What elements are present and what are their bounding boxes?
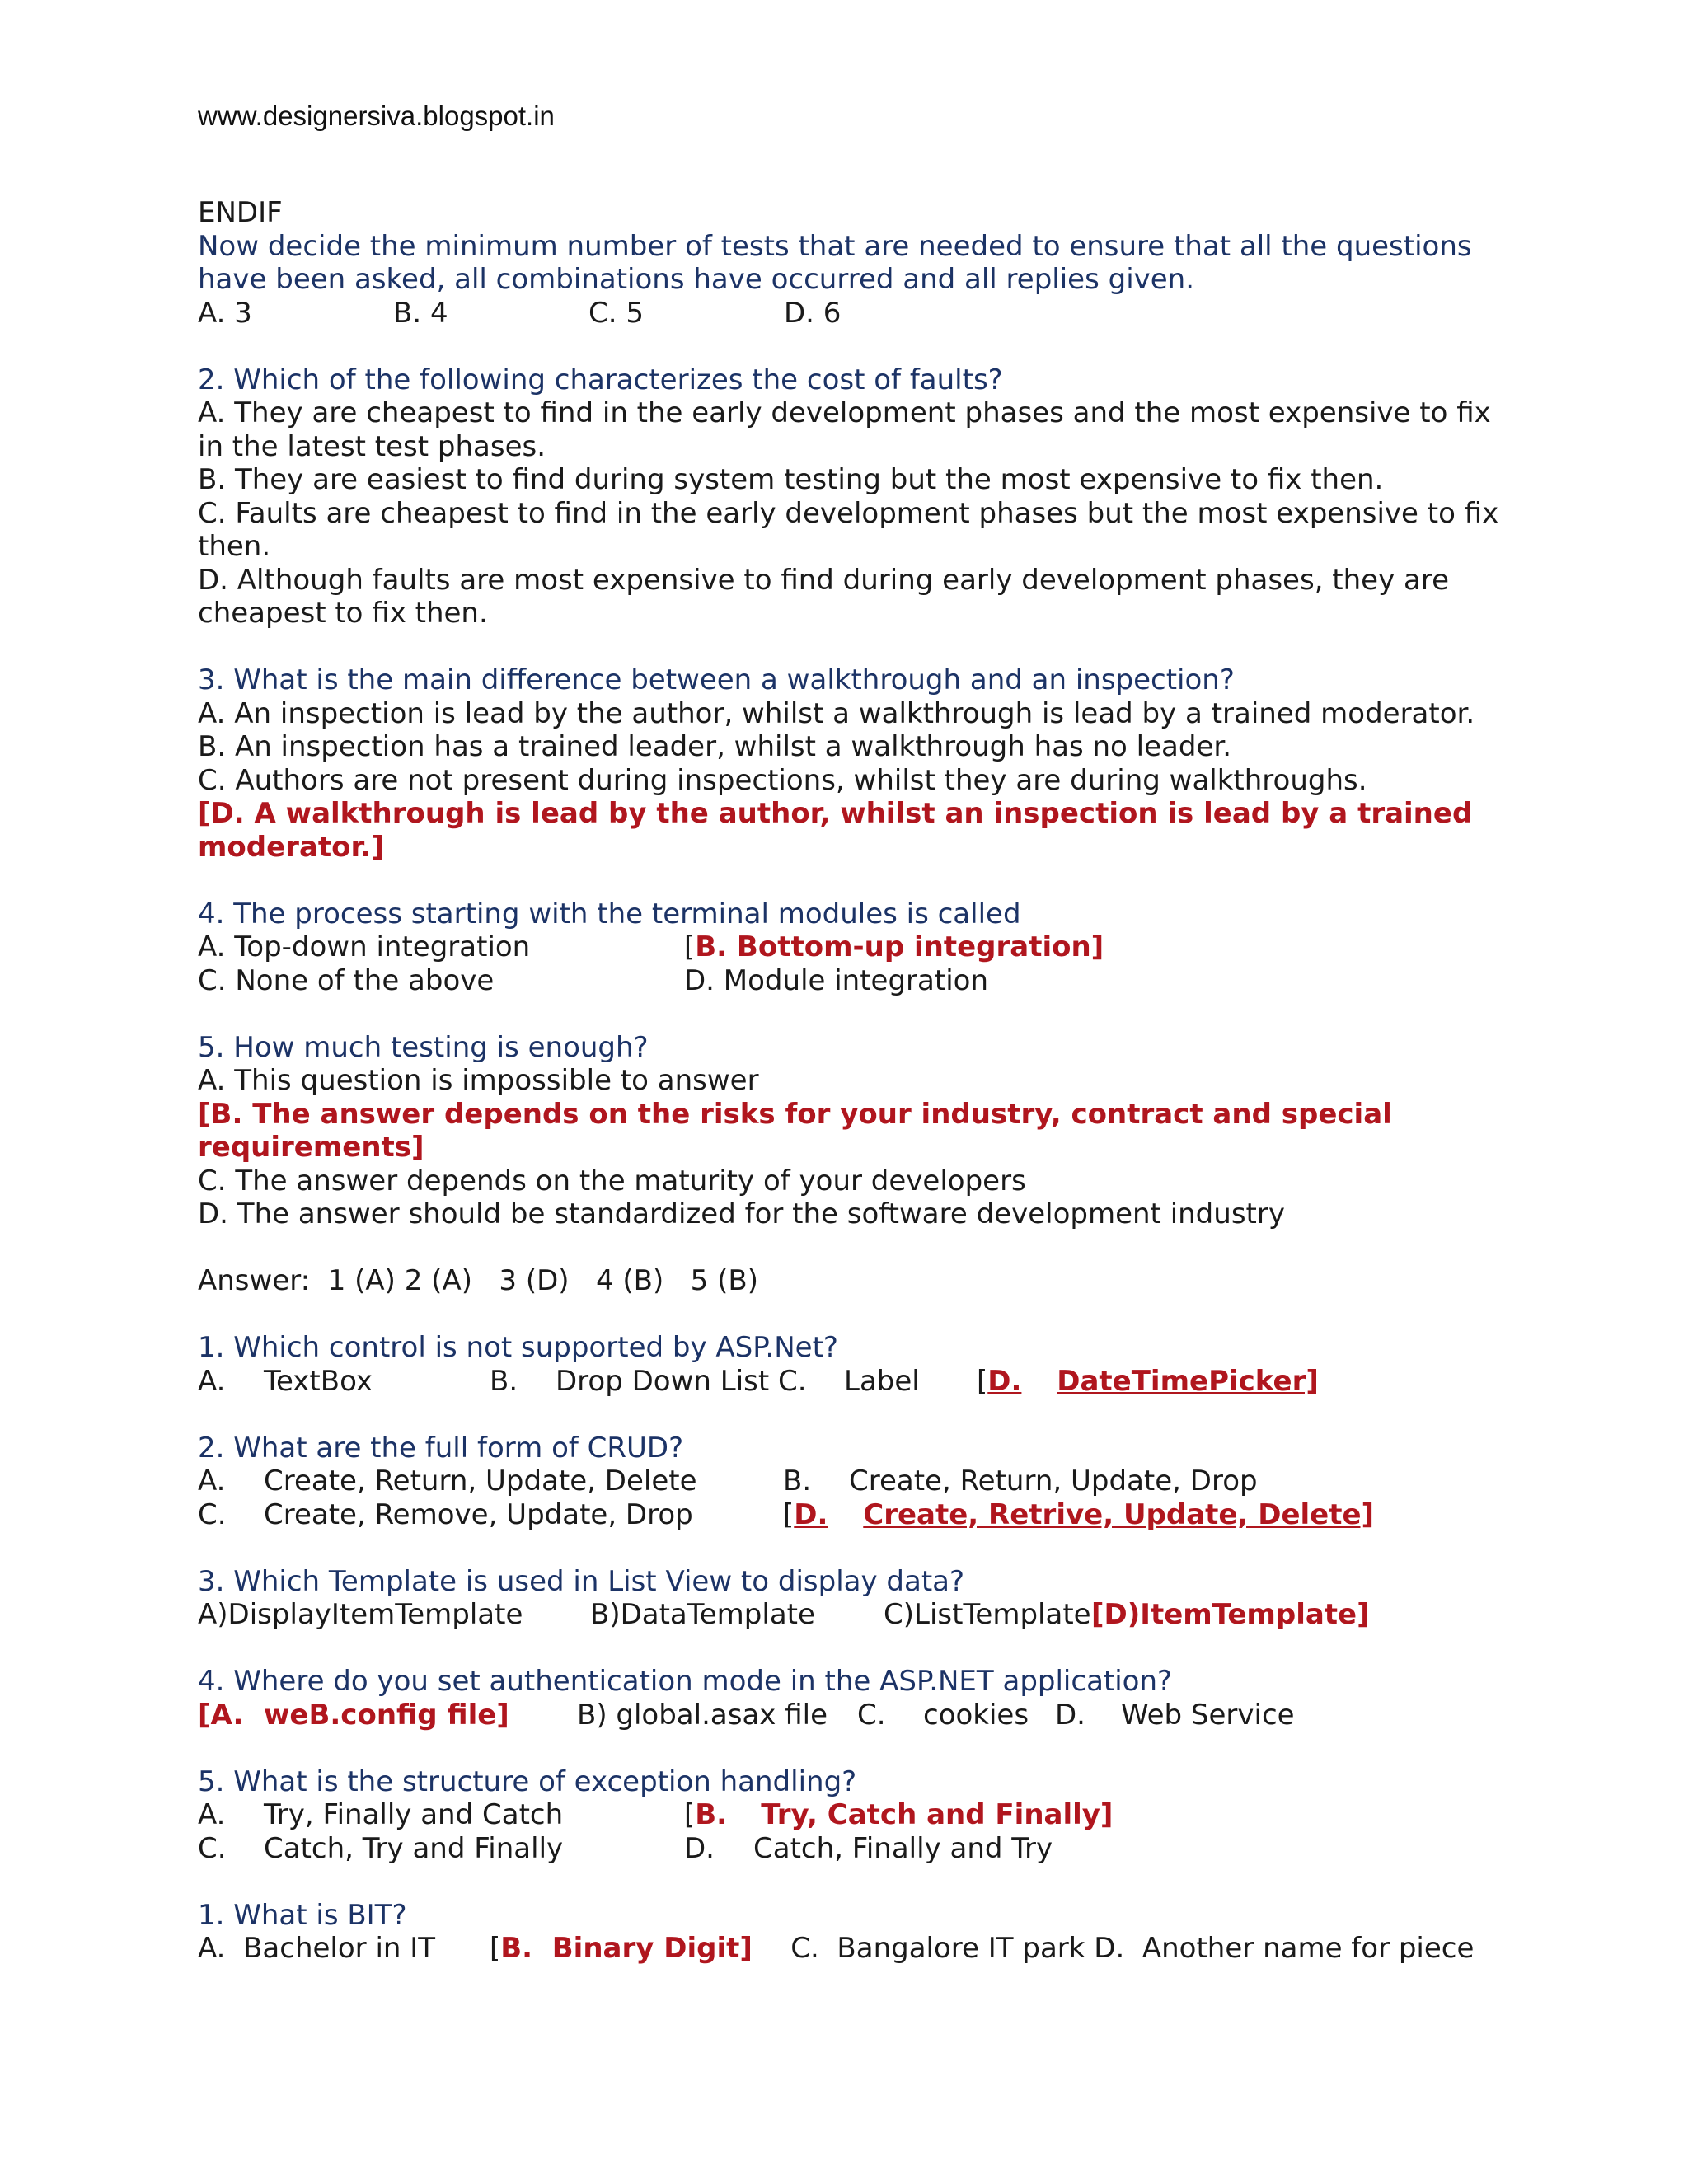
options-row (198, 1932, 1517, 1966)
option-c: C. 5 (588, 296, 644, 330)
option-a: Try, Finally and Catch (264, 1798, 564, 1831)
option-a: A. Bachelor in IT (198, 1932, 436, 1965)
correct-answer-letter: B. (695, 1798, 728, 1831)
question-text: 1. What is BIT? (198, 1898, 407, 1932)
question-text: 2. What are the full form of CRUD? (198, 1431, 684, 1465)
options-row (198, 964, 1517, 998)
answer-key: Answer: 1 (A) 2 (A) 3 (D) 4 (B) 5 (B) (198, 1264, 758, 1297)
question-text: 1. Which control is not supported by ASP.Net? (198, 1331, 838, 1364)
option-d-letter: D. (684, 1831, 715, 1865)
bracket: [ (490, 1932, 501, 1965)
options-row (198, 1832, 1517, 1866)
option-b-letter: B. (783, 1465, 812, 1497)
options-row (198, 1798, 1517, 1832)
option-d: D. Another name for piece (1094, 1932, 1475, 1965)
bracket: [ (684, 1798, 696, 1831)
option-b: B) global.asax file (577, 1698, 828, 1732)
correct-answer-letter: [A. (198, 1698, 244, 1732)
options-row (198, 1699, 1517, 1732)
correct-answer: B. Bottom-up integration] (695, 930, 1104, 963)
correct-answer-letter: D. (794, 1497, 828, 1531)
quiz-content (198, 196, 1517, 1966)
option-d: Catch, Finally and Try (753, 1831, 1053, 1865)
option-d: D. Module integration (684, 963, 989, 997)
option-d: Web Service (1121, 1698, 1295, 1732)
option-d-letter: D. (1055, 1698, 1085, 1732)
options-row (198, 1365, 1517, 1399)
options-row (198, 1465, 1517, 1498)
option-a: A. Top-down integration (198, 930, 531, 963)
correct-answer: B. Binary Digit] (500, 1932, 753, 1965)
option-a-letter: A. (198, 1798, 226, 1831)
option-c: C. Authors are not present during inspections, whilst they are during walkthroughs. (198, 763, 1367, 797)
question-text: 3. What is the main difference between a walkthrough and an inspection? (198, 663, 1235, 696)
option-a-letter: A. (198, 1364, 226, 1398)
option-a: A. 3 (198, 296, 252, 330)
option-c-letter: C. (857, 1698, 886, 1732)
option-c-letter: C. (778, 1364, 807, 1398)
options-row (198, 1498, 1517, 1532)
option-d: D. The answer should be standardized for the software development industry (198, 1197, 1285, 1230)
option-a: A. They are cheapest to find in the early development phases and the most expensive to fix in the latest test phases. (198, 396, 1491, 463)
option-c: C. None of the above (198, 963, 495, 997)
options-row (198, 1598, 1517, 1632)
option-a: TextBox (264, 1364, 373, 1398)
option-b: B. 4 (393, 296, 448, 330)
bracket: [ (783, 1497, 795, 1531)
option-c: Create, Remove, Update, Drop (264, 1497, 693, 1531)
correct-answer: [B. The answer depends on the risks for your industry, contract and special requirements] (198, 1097, 1392, 1164)
question-text: 4. The process starting with the terminal modules is called (198, 897, 1021, 930)
bracket: [ (977, 1364, 988, 1398)
question-text: 5. What is the structure of exception handling? (198, 1765, 857, 1798)
question-text: 5. How much testing is enough? (198, 1030, 649, 1064)
option-a: A. This question is impossible to answer (198, 1064, 759, 1097)
correct-answer: [D)ItemTemplate] (1091, 1598, 1370, 1631)
option-c: C. Faults are cheapest to find in the early development phases but the most expensive to fix then. (198, 496, 1499, 563)
option-c: Label (844, 1364, 920, 1398)
option-d: D. 6 (784, 296, 842, 330)
option-a: A)DisplayItemTemplate (198, 1598, 523, 1631)
endif-text: ENDIF (198, 196, 283, 229)
option-c-letter: C. (198, 1497, 227, 1531)
correct-answer: [D. A walkthrough is lead by the author, whilst an inspection is lead by a trained moderator.] (198, 797, 1473, 864)
correct-answer: Try, Catch and Finally] (761, 1798, 1114, 1831)
option-c: C)ListTemplate (884, 1598, 1091, 1631)
question-text: 3. Which Template is used in List View to display data? (198, 1564, 965, 1598)
option-a-letter: A. (198, 1465, 226, 1497)
bracket: [ (684, 930, 696, 963)
option-b: Drop Down List (556, 1364, 770, 1398)
options-row (198, 297, 1517, 330)
option-b: B)DataTemplate (590, 1598, 815, 1631)
option-c: Catch, Try and Finally (264, 1831, 564, 1865)
option-b: B. An inspection has a trained leader, whilst a walkthrough has no leader. (198, 730, 1232, 763)
site-url: www.designersiva.blogspot.in (198, 101, 555, 131)
correct-answer: weB.config file] (264, 1698, 509, 1732)
option-d: D. Although faults are most expensive to find during early development phases, they are cheapest to fix then. (198, 563, 1450, 630)
option-c: C. Bangalore IT park (790, 1932, 1085, 1965)
correct-answer: DateTimePicker] (1057, 1364, 1319, 1398)
option-b: B. They are easiest to find during system testing but the most expensive to fix then. (198, 463, 1384, 496)
option-b-letter: B. (490, 1364, 518, 1398)
question-text: Now decide the minimum number of tests that are needed to ensure that all the questions have been asked, all combinations have occurred and all replies given. (198, 229, 1472, 296)
correct-answer: Create, Retrive, Update, Delete] (863, 1497, 1375, 1531)
question-text: 4. Where do you set authentication mode in the ASP.NET application? (198, 1665, 1173, 1698)
question-text: 2. Which of the following characterizes the cost of faults? (198, 363, 1003, 396)
option-a: A. An inspection is lead by the author, whilst a walkthrough is lead by a trained moderator. (198, 696, 1475, 730)
correct-answer-letter: D. (987, 1364, 1022, 1398)
option-a: Create, Return, Update, Delete (264, 1465, 697, 1497)
option-c: C. The answer depends on the maturity of your developers (198, 1164, 1026, 1197)
option-b: Create, Return, Update, Drop (849, 1465, 1258, 1497)
option-c: cookies (923, 1698, 1029, 1732)
options-row (198, 930, 1517, 964)
option-c-letter: C. (198, 1831, 227, 1865)
